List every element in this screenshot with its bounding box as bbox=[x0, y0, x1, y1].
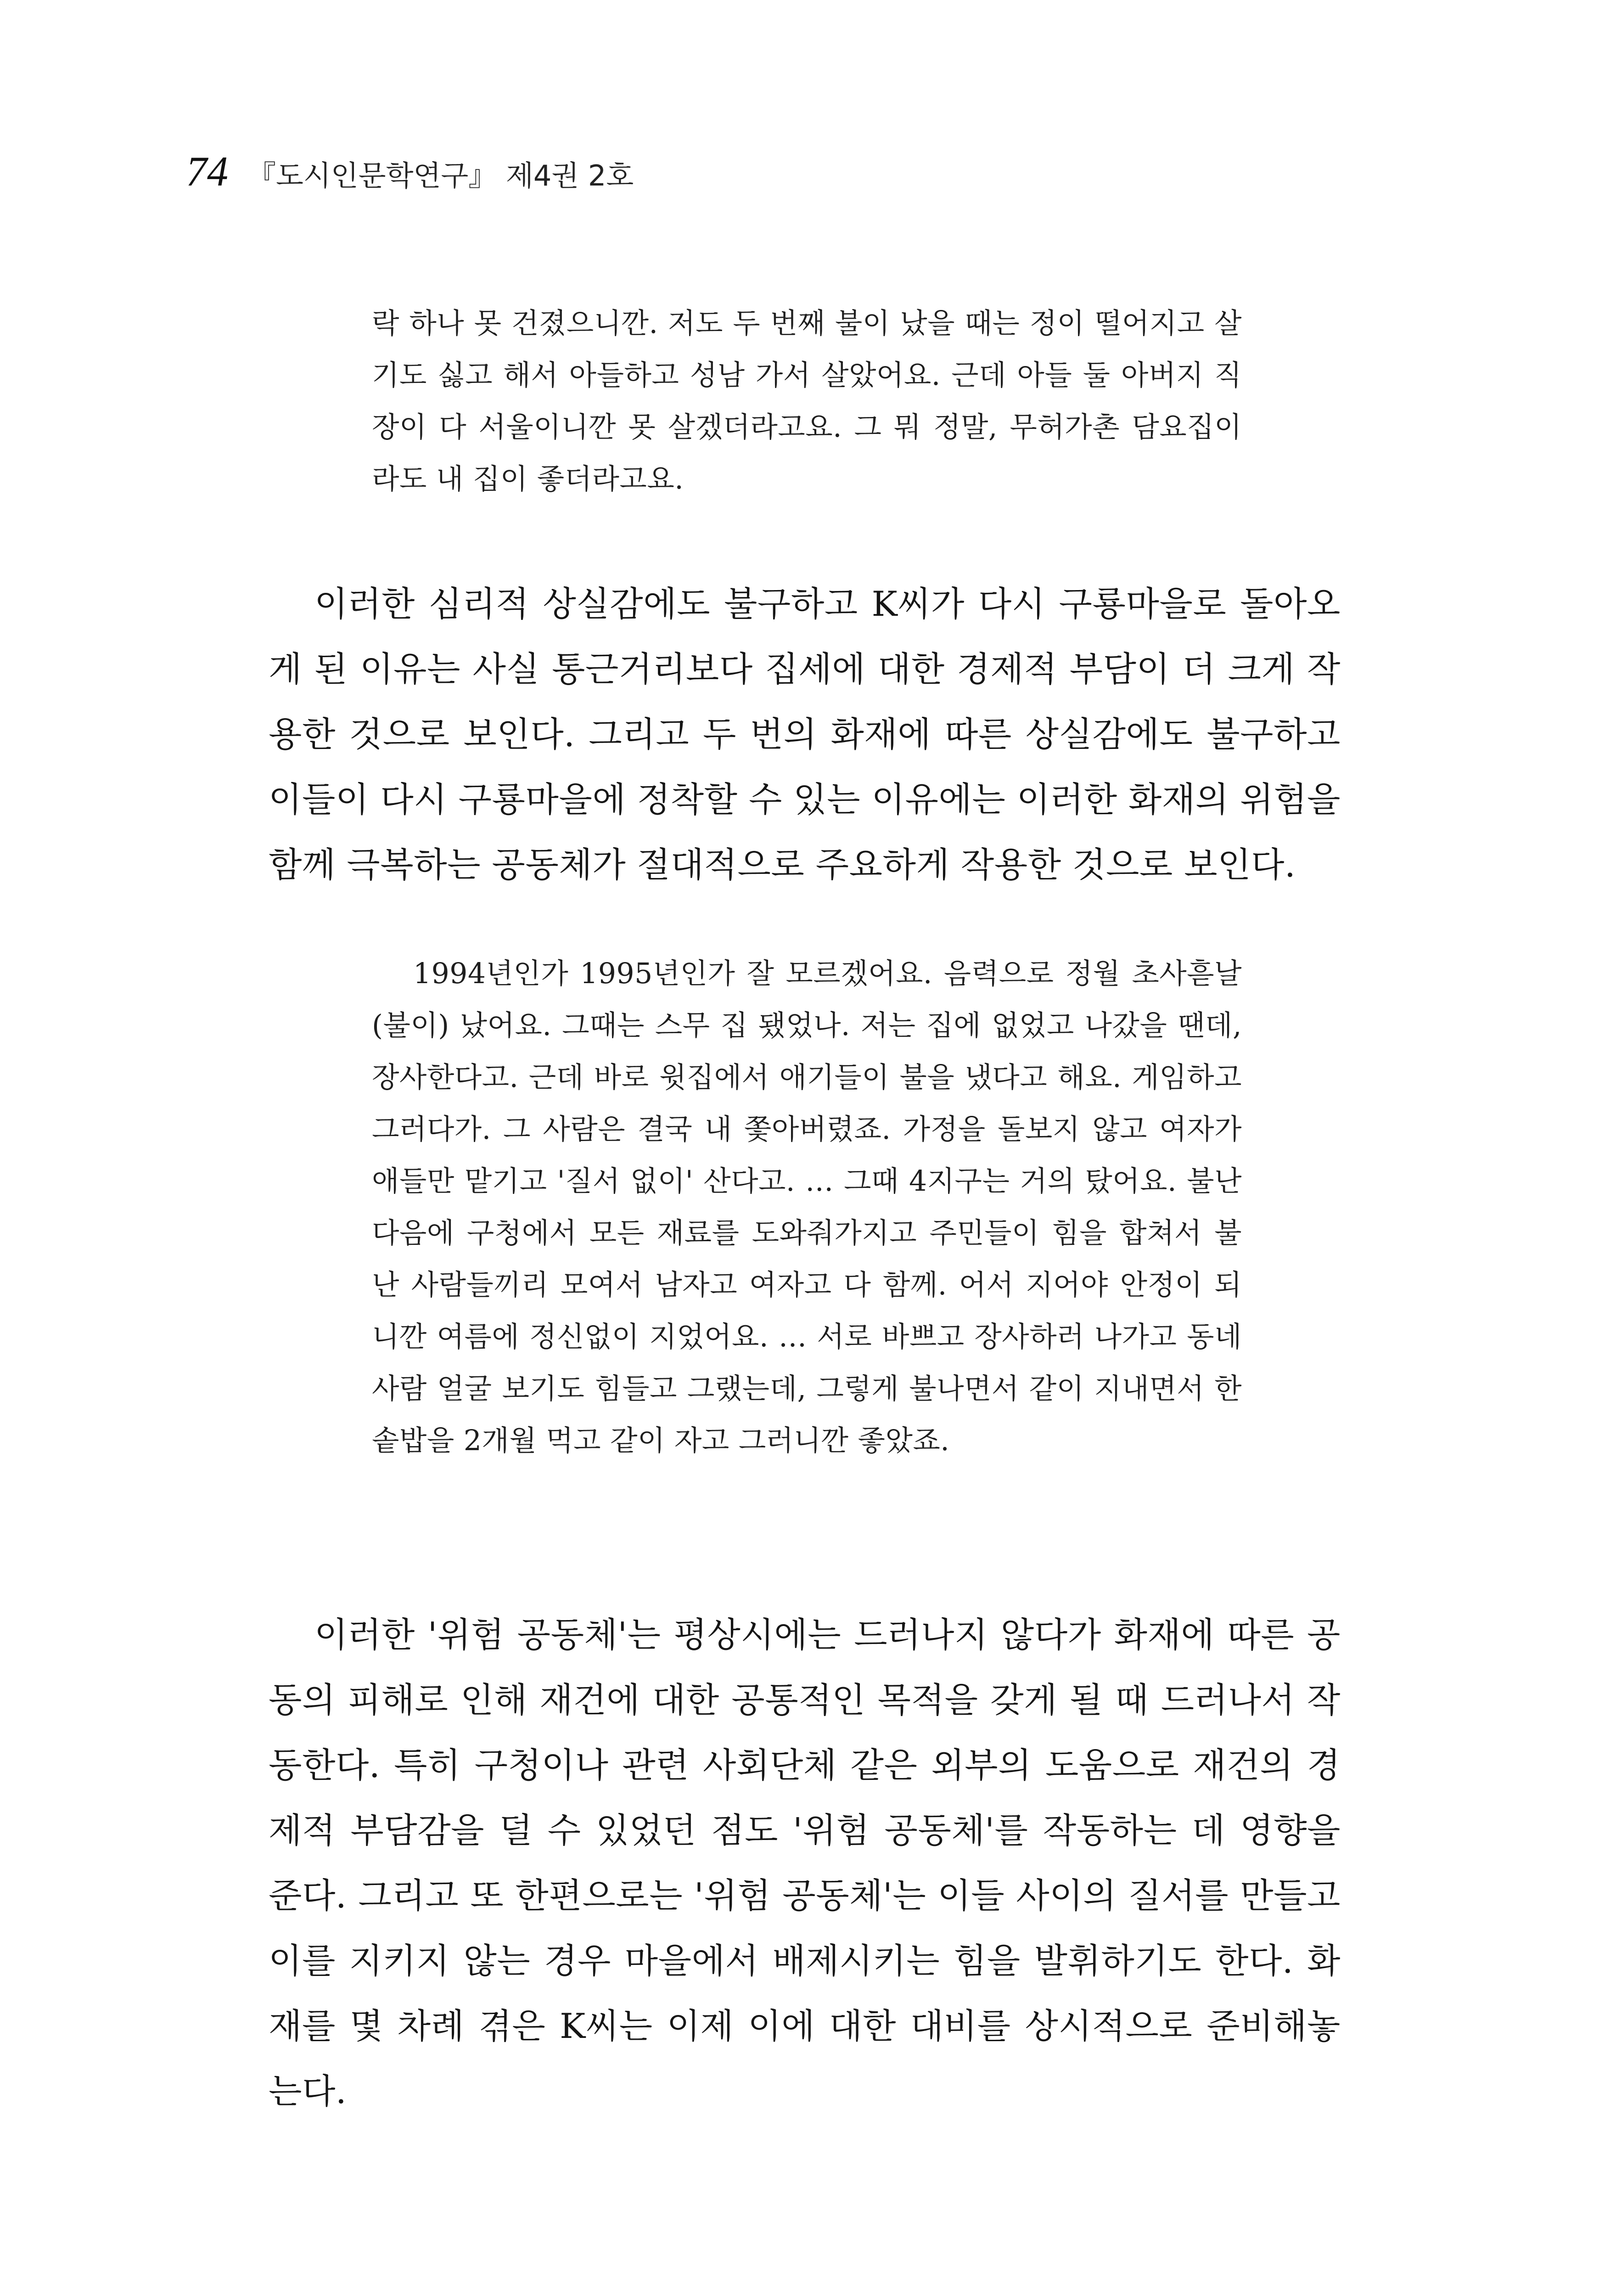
page-header bbox=[186, 146, 634, 197]
interview-quote-1: 락 하나 못 건졌으니깐. 저도 두 번째 불이 났을 때는 정이 떨어지고 살기도 싫고 해서 아들하고 성남 가서 살았어요. 근데 아들 둘 아버지 직장이 다 서울이니깐 못 살겠더라고요. 그 뭐 정말, 무허가촌 담요집이라도 내 집이 좋더라고요. bbox=[372, 307, 1242, 495]
body-paragraph-2: 이러한 '위험 공동체'는 평상시에는 드러나지 않다가 화재에 따른 공동의 피해로 인해 재건에 대한 공통적인 목적을 갖게 될 때 드러나서 작동한다. 특히 구청이나 관련 사회단체 같은 외부의 도움으로 재건의 경제적 부담감을 덜 수 있었던 점도 '위험 공동체'를 작동하는 데 영향을 준다. 그리고 또 한편으로는 '위험 공동체'는 이들 사이의 질서를 만들고 이를 지키지 않는 경우 마을에서 배제시키는 힘을 발휘하기도 한다. 화재를 몇 차례 겪은 K씨는 이제 이에 대한 대비를 상시적으로 준비해놓는다. bbox=[269, 1615, 1341, 2111]
journal-title: 『도시인문학연구』 제4권 2호 bbox=[247, 159, 634, 192]
page-number: 74 bbox=[186, 148, 228, 195]
interview-quote-2: 1994년인가 1995년인가 잘 모르겠어요. 음력으로 정월 초사흗날 (불이) 났어요. 그때는 스무 집 됐었나. 저는 집에 없었고 나갔을 땐데, 장사한다고. 근데 바로 윗집에서 애기들이 불을 냈다고 해요. 게임하고 그러다가. 그 사람은 결국 내 쫓아버렸죠. 가정을 돌보지 않고 여자가 애들만 맡기고 '질서 없이' 산다고. … 그때 4지구는 거의 탔어요. 불난 다음에 구청에서 모든 재료를 도와줘가지고 주민들이 힘을 합쳐서 불난 사람들끼리 모여서 남자고 여자고 다 함께. 어서 지어야 안정이 되니깐 여름에 정신없이 지었어요. … 서로 바쁘고 장사하러 나가고 동네사람 얼굴 보기도 힘들고 그랬는데, 그렇게 불나면서 같이 지내면서 한솥밥을 2개월 먹고 같이 자고 그러니깐 좋았죠. bbox=[372, 957, 1242, 1457]
body-paragraph-1: 이러한 심리적 상실감에도 불구하고 K씨가 다시 구룡마을로 돌아오게 된 이유는 사실 통근거리보다 집세에 대한 경제적 부담이 더 크게 작용한 것으로 보인다. 그리고 두 번의 화재에 따른 상실감에도 불구하고 이들이 다시 구룡마을에 정착할 수 있는 이유에는 이러한 화재의 위험을 함께 극복하는 공동체가 절대적으로 주요하게 작용한 것으로 보인다. bbox=[269, 584, 1341, 885]
